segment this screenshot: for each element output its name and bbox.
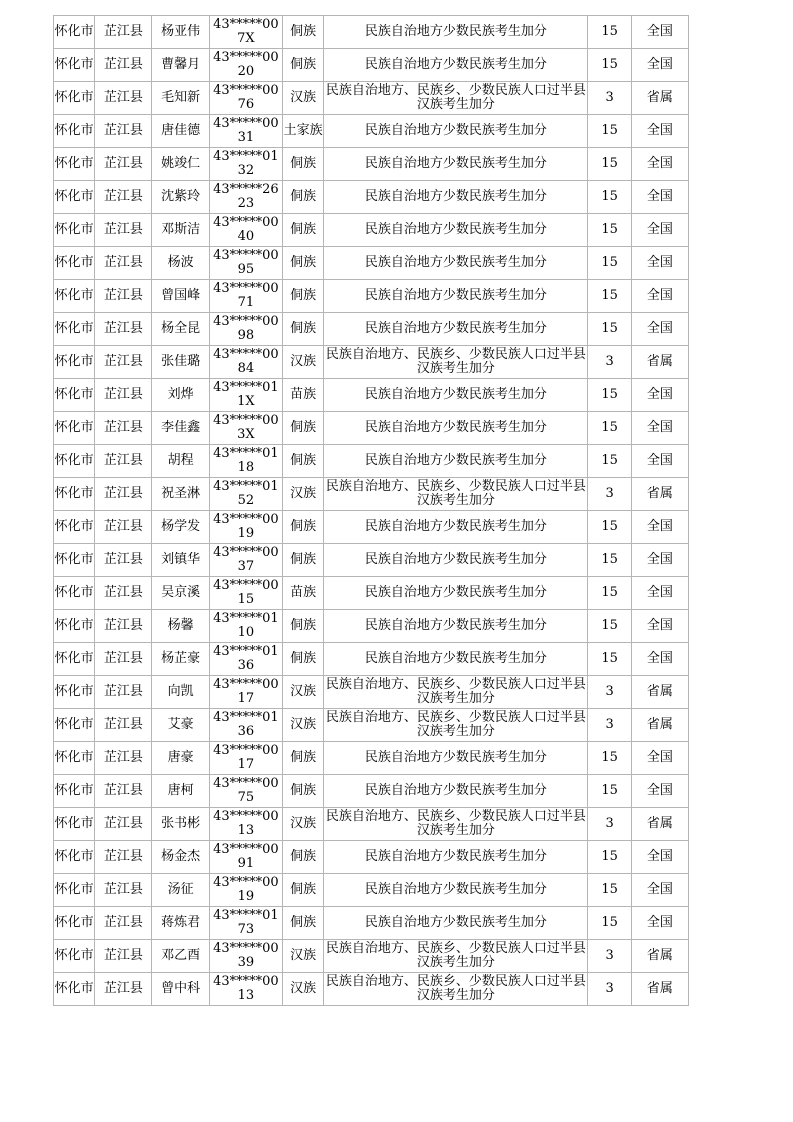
ethnicity-cell: 侗族 — [283, 445, 324, 478]
ethnicity-cell: 侗族 — [283, 412, 324, 445]
bonus-reason-cell: 民族自治地方少数民族考生加分 — [324, 841, 588, 874]
id-number-cell: 43*****0015 — [209, 577, 282, 610]
scope-cell: 全国 — [631, 874, 688, 907]
county-cell: 芷江县 — [95, 313, 152, 346]
bonus-reason-cell: 民族自治地方少数民族考生加分 — [324, 280, 588, 313]
bonus-points-cell: 15 — [588, 643, 631, 676]
ethnicity-cell: 汉族 — [283, 940, 324, 973]
name-cell: 杨学发 — [152, 511, 209, 544]
ethnicity-cell: 苗族 — [283, 379, 324, 412]
county-cell: 芷江县 — [95, 379, 152, 412]
table-row — [54, 577, 689, 610]
scope-cell: 全国 — [631, 115, 688, 148]
id-number-cell: 43*****0031 — [209, 115, 282, 148]
city-cell: 怀化市 — [54, 973, 95, 1006]
bonus-points-cell: 15 — [588, 907, 631, 940]
city-cell: 怀化市 — [54, 874, 95, 907]
bonus-points-cell: 3 — [588, 346, 631, 379]
bonus-points-table — [53, 15, 689, 1006]
bonus-points-cell: 15 — [588, 247, 631, 280]
name-cell: 唐豪 — [152, 742, 209, 775]
name-cell: 杨波 — [152, 247, 209, 280]
city-cell: 怀化市 — [54, 247, 95, 280]
bonus-reason-cell: 民族自治地方少数民族考生加分 — [324, 247, 588, 280]
name-cell: 刘镇华 — [152, 544, 209, 577]
county-cell: 芷江县 — [95, 412, 152, 445]
ethnicity-cell: 侗族 — [283, 49, 324, 82]
bonus-points-cell: 15 — [588, 115, 631, 148]
scope-cell: 省属 — [631, 82, 688, 115]
bonus-points-cell: 3 — [588, 82, 631, 115]
table-row — [54, 544, 689, 577]
county-cell: 芷江县 — [95, 49, 152, 82]
name-cell: 杨金杰 — [152, 841, 209, 874]
bonus-points-cell: 15 — [588, 379, 631, 412]
bonus-points-cell: 15 — [588, 544, 631, 577]
scope-cell: 省属 — [631, 973, 688, 1006]
bonus-points-cell: 15 — [588, 214, 631, 247]
name-cell: 汤征 — [152, 874, 209, 907]
bonus-points-cell: 3 — [588, 940, 631, 973]
bonus-reason-cell: 民族自治地方、民族乡、少数民族人口过半县汉族考生加分 — [324, 478, 588, 511]
ethnicity-cell: 侗族 — [283, 907, 324, 940]
city-cell: 怀化市 — [54, 808, 95, 841]
scope-cell: 省属 — [631, 478, 688, 511]
city-cell: 怀化市 — [54, 775, 95, 808]
id-number-cell: 43*****0118 — [209, 445, 282, 478]
bonus-reason-cell: 民族自治地方少数民族考生加分 — [324, 643, 588, 676]
scope-cell: 全国 — [631, 907, 688, 940]
id-number-cell: 43*****0037 — [209, 544, 282, 577]
bonus-reason-cell: 民族自治地方少数民族考生加分 — [324, 511, 588, 544]
scope-cell: 全国 — [631, 412, 688, 445]
city-cell: 怀化市 — [54, 379, 95, 412]
name-cell: 邓乙酉 — [152, 940, 209, 973]
city-cell: 怀化市 — [54, 280, 95, 313]
scope-cell: 全国 — [631, 511, 688, 544]
ethnicity-cell: 侗族 — [283, 148, 324, 181]
bonus-reason-cell: 民族自治地方、民族乡、少数民族人口过半县汉族考生加分 — [324, 82, 588, 115]
bonus-reason-cell: 民族自治地方少数民族考生加分 — [324, 412, 588, 445]
city-cell: 怀化市 — [54, 82, 95, 115]
table-row — [54, 940, 689, 973]
table-row — [54, 49, 689, 82]
name-cell: 向凯 — [152, 676, 209, 709]
city-cell: 怀化市 — [54, 511, 95, 544]
table-row — [54, 709, 689, 742]
id-number-cell: 43*****0013 — [209, 973, 282, 1006]
name-cell: 毛知新 — [152, 82, 209, 115]
name-cell: 曹馨月 — [152, 49, 209, 82]
scope-cell: 全国 — [631, 214, 688, 247]
id-number-cell: 43*****0017 — [209, 742, 282, 775]
ethnicity-cell: 侗族 — [283, 610, 324, 643]
id-number-cell: 43*****0013 — [209, 808, 282, 841]
bonus-reason-cell: 民族自治地方、民族乡、少数民族人口过半县汉族考生加分 — [324, 808, 588, 841]
county-cell: 芷江县 — [95, 247, 152, 280]
bonus-points-cell: 3 — [588, 709, 631, 742]
id-number-cell: 43*****0017 — [209, 676, 282, 709]
county-cell: 芷江县 — [95, 445, 152, 478]
scope-cell: 省属 — [631, 346, 688, 379]
id-number-cell: 43*****0020 — [209, 49, 282, 82]
bonus-reason-cell: 民族自治地方少数民族考生加分 — [324, 742, 588, 775]
bonus-points-cell: 15 — [588, 577, 631, 610]
id-number-cell: 43*****0084 — [209, 346, 282, 379]
county-cell: 芷江县 — [95, 808, 152, 841]
bonus-reason-cell: 民族自治地方少数民族考生加分 — [324, 313, 588, 346]
ethnicity-cell: 苗族 — [283, 577, 324, 610]
scope-cell: 全国 — [631, 148, 688, 181]
city-cell: 怀化市 — [54, 412, 95, 445]
name-cell: 李佳鑫 — [152, 412, 209, 445]
bonus-points-cell: 15 — [588, 610, 631, 643]
ethnicity-cell: 侗族 — [283, 511, 324, 544]
table-row — [54, 643, 689, 676]
ethnicity-cell: 土家族 — [283, 115, 324, 148]
ethnicity-cell: 汉族 — [283, 709, 324, 742]
table-row — [54, 412, 689, 445]
county-cell: 芷江县 — [95, 148, 152, 181]
table-row — [54, 610, 689, 643]
name-cell: 艾豪 — [152, 709, 209, 742]
city-cell: 怀化市 — [54, 577, 95, 610]
id-number-cell: 43*****0091 — [209, 841, 282, 874]
county-cell: 芷江县 — [95, 544, 152, 577]
bonus-reason-cell: 民族自治地方少数民族考生加分 — [324, 16, 588, 49]
bonus-reason-cell: 民族自治地方少数民族考生加分 — [324, 379, 588, 412]
ethnicity-cell: 侗族 — [283, 874, 324, 907]
table-row — [54, 445, 689, 478]
county-cell: 芷江县 — [95, 676, 152, 709]
county-cell: 芷江县 — [95, 115, 152, 148]
id-number-cell: 43*****003X — [209, 412, 282, 445]
bonus-points-cell: 15 — [588, 181, 631, 214]
bonus-points-cell: 3 — [588, 676, 631, 709]
id-number-cell: 43*****0110 — [209, 610, 282, 643]
city-cell: 怀化市 — [54, 544, 95, 577]
bonus-reason-cell: 民族自治地方少数民族考生加分 — [324, 148, 588, 181]
bonus-points-cell: 15 — [588, 841, 631, 874]
id-number-cell: 43*****0098 — [209, 313, 282, 346]
bonus-points-cell: 15 — [588, 775, 631, 808]
bonus-reason-cell: 民族自治地方少数民族考生加分 — [324, 445, 588, 478]
county-cell: 芷江县 — [95, 82, 152, 115]
city-cell: 怀化市 — [54, 478, 95, 511]
name-cell: 张佳璐 — [152, 346, 209, 379]
scope-cell: 全国 — [631, 775, 688, 808]
table-row — [54, 379, 689, 412]
table-row — [54, 808, 689, 841]
name-cell: 祝圣淋 — [152, 478, 209, 511]
table-row — [54, 247, 689, 280]
scope-cell: 省属 — [631, 676, 688, 709]
table-row — [54, 214, 689, 247]
id-number-cell: 43*****0076 — [209, 82, 282, 115]
table-row — [54, 148, 689, 181]
ethnicity-cell: 汉族 — [283, 346, 324, 379]
scope-cell: 全国 — [631, 49, 688, 82]
name-cell: 唐佳德 — [152, 115, 209, 148]
table-row — [54, 907, 689, 940]
table-row — [54, 676, 689, 709]
bonus-points-cell: 15 — [588, 445, 631, 478]
table-row — [54, 115, 689, 148]
ethnicity-cell: 侗族 — [283, 214, 324, 247]
scope-cell: 全国 — [631, 643, 688, 676]
county-cell: 芷江县 — [95, 478, 152, 511]
city-cell: 怀化市 — [54, 907, 95, 940]
name-cell: 曾国峰 — [152, 280, 209, 313]
id-number-cell: 43*****0071 — [209, 280, 282, 313]
bonus-reason-cell: 民族自治地方、民族乡、少数民族人口过半县汉族考生加分 — [324, 346, 588, 379]
id-number-cell: 43*****0040 — [209, 214, 282, 247]
ethnicity-cell: 侗族 — [283, 16, 324, 49]
city-cell: 怀化市 — [54, 841, 95, 874]
table-row — [54, 82, 689, 115]
table-row — [54, 973, 689, 1006]
city-cell: 怀化市 — [54, 940, 95, 973]
bonus-reason-cell: 民族自治地方少数民族考生加分 — [324, 775, 588, 808]
table-row — [54, 742, 689, 775]
table-row — [54, 280, 689, 313]
scope-cell: 全国 — [631, 841, 688, 874]
city-cell: 怀化市 — [54, 346, 95, 379]
county-cell: 芷江县 — [95, 16, 152, 49]
bonus-reason-cell: 民族自治地方少数民族考生加分 — [324, 181, 588, 214]
id-number-cell: 43*****0075 — [209, 775, 282, 808]
county-cell: 芷江县 — [95, 940, 152, 973]
city-cell: 怀化市 — [54, 445, 95, 478]
scope-cell: 全国 — [631, 379, 688, 412]
scope-cell: 全国 — [631, 181, 688, 214]
table-row — [54, 181, 689, 214]
scope-cell: 全国 — [631, 313, 688, 346]
table-row — [54, 775, 689, 808]
city-cell: 怀化市 — [54, 16, 95, 49]
city-cell: 怀化市 — [54, 313, 95, 346]
city-cell: 怀化市 — [54, 676, 95, 709]
table-row — [54, 478, 689, 511]
city-cell: 怀化市 — [54, 181, 95, 214]
ethnicity-cell: 侗族 — [283, 313, 324, 346]
bonus-points-cell: 3 — [588, 478, 631, 511]
ethnicity-cell: 侗族 — [283, 181, 324, 214]
name-cell: 杨亚伟 — [152, 16, 209, 49]
bonus-reason-cell: 民族自治地方少数民族考生加分 — [324, 544, 588, 577]
ethnicity-cell: 侗族 — [283, 775, 324, 808]
county-cell: 芷江县 — [95, 214, 152, 247]
table-body — [54, 16, 689, 1006]
table-row — [54, 313, 689, 346]
ethnicity-cell: 侗族 — [283, 247, 324, 280]
table-row — [54, 874, 689, 907]
bonus-reason-cell: 民族自治地方少数民族考生加分 — [324, 49, 588, 82]
id-number-cell: 43*****0019 — [209, 511, 282, 544]
bonus-points-cell: 15 — [588, 49, 631, 82]
scope-cell: 全国 — [631, 577, 688, 610]
bonus-reason-cell: 民族自治地方少数民族考生加分 — [324, 577, 588, 610]
county-cell: 芷江县 — [95, 577, 152, 610]
scope-cell: 全国 — [631, 742, 688, 775]
county-cell: 芷江县 — [95, 907, 152, 940]
id-number-cell: 43*****0132 — [209, 148, 282, 181]
ethnicity-cell: 侗族 — [283, 280, 324, 313]
name-cell: 杨芷豪 — [152, 643, 209, 676]
table-row — [54, 511, 689, 544]
bonus-points-cell: 15 — [588, 412, 631, 445]
scope-cell: 省属 — [631, 940, 688, 973]
ethnicity-cell: 侗族 — [283, 841, 324, 874]
scope-cell: 全国 — [631, 445, 688, 478]
name-cell: 杨馨 — [152, 610, 209, 643]
table-row — [54, 346, 689, 379]
scope-cell: 全国 — [631, 247, 688, 280]
ethnicity-cell: 汉族 — [283, 808, 324, 841]
bonus-reason-cell: 民族自治地方、民族乡、少数民族人口过半县汉族考生加分 — [324, 973, 588, 1006]
scope-cell: 全国 — [631, 544, 688, 577]
county-cell: 芷江县 — [95, 742, 152, 775]
county-cell: 芷江县 — [95, 973, 152, 1006]
city-cell: 怀化市 — [54, 214, 95, 247]
id-number-cell: 43*****0152 — [209, 478, 282, 511]
county-cell: 芷江县 — [95, 610, 152, 643]
city-cell: 怀化市 — [54, 742, 95, 775]
county-cell: 芷江县 — [95, 181, 152, 214]
bonus-points-cell: 15 — [588, 874, 631, 907]
county-cell: 芷江县 — [95, 280, 152, 313]
county-cell: 芷江县 — [95, 643, 152, 676]
ethnicity-cell: 侗族 — [283, 544, 324, 577]
bonus-points-cell: 3 — [588, 808, 631, 841]
bonus-points-cell: 15 — [588, 280, 631, 313]
scope-cell: 全国 — [631, 610, 688, 643]
bonus-reason-cell: 民族自治地方、民族乡、少数民族人口过半县汉族考生加分 — [324, 709, 588, 742]
bonus-reason-cell: 民族自治地方少数民族考生加分 — [324, 115, 588, 148]
id-number-cell: 43*****007X — [209, 16, 282, 49]
id-number-cell: 43*****0095 — [209, 247, 282, 280]
county-cell: 芷江县 — [95, 709, 152, 742]
bonus-points-cell: 3 — [588, 973, 631, 1006]
bonus-points-cell: 15 — [588, 148, 631, 181]
city-cell: 怀化市 — [54, 709, 95, 742]
bonus-points-cell: 15 — [588, 511, 631, 544]
city-cell: 怀化市 — [54, 115, 95, 148]
ethnicity-cell: 汉族 — [283, 973, 324, 1006]
name-cell: 杨全昆 — [152, 313, 209, 346]
id-number-cell: 43*****0039 — [209, 940, 282, 973]
scope-cell: 省属 — [631, 709, 688, 742]
city-cell: 怀化市 — [54, 49, 95, 82]
ethnicity-cell: 侗族 — [283, 742, 324, 775]
bonus-reason-cell: 民族自治地方少数民族考生加分 — [324, 874, 588, 907]
county-cell: 芷江县 — [95, 841, 152, 874]
county-cell: 芷江县 — [95, 874, 152, 907]
table-row — [54, 841, 689, 874]
bonus-reason-cell: 民族自治地方、民族乡、少数民族人口过半县汉族考生加分 — [324, 676, 588, 709]
county-cell: 芷江县 — [95, 346, 152, 379]
name-cell: 曾中科 — [152, 973, 209, 1006]
county-cell: 芷江县 — [95, 511, 152, 544]
bonus-points-cell: 15 — [588, 16, 631, 49]
bonus-points-cell: 15 — [588, 742, 631, 775]
name-cell: 唐柯 — [152, 775, 209, 808]
bonus-reason-cell: 民族自治地方、民族乡、少数民族人口过半县汉族考生加分 — [324, 940, 588, 973]
name-cell: 张书彬 — [152, 808, 209, 841]
ethnicity-cell: 汉族 — [283, 82, 324, 115]
ethnicity-cell: 侗族 — [283, 643, 324, 676]
ethnicity-cell: 汉族 — [283, 478, 324, 511]
scope-cell: 省属 — [631, 808, 688, 841]
name-cell: 邓斯洁 — [152, 214, 209, 247]
scope-cell: 全国 — [631, 280, 688, 313]
county-cell: 芷江县 — [95, 775, 152, 808]
name-cell: 胡程 — [152, 445, 209, 478]
scope-cell: 全国 — [631, 16, 688, 49]
ethnicity-cell: 汉族 — [283, 676, 324, 709]
name-cell: 刘烨 — [152, 379, 209, 412]
city-cell: 怀化市 — [54, 643, 95, 676]
name-cell: 沈紫玲 — [152, 181, 209, 214]
id-number-cell: 43*****2623 — [209, 181, 282, 214]
city-cell: 怀化市 — [54, 148, 95, 181]
bonus-reason-cell: 民族自治地方少数民族考生加分 — [324, 214, 588, 247]
id-number-cell: 43*****0136 — [209, 643, 282, 676]
city-cell: 怀化市 — [54, 610, 95, 643]
bonus-reason-cell: 民族自治地方少数民族考生加分 — [324, 907, 588, 940]
id-number-cell: 43*****0173 — [209, 907, 282, 940]
name-cell: 蒋炼君 — [152, 907, 209, 940]
table-row — [54, 16, 689, 49]
name-cell: 姚竣仁 — [152, 148, 209, 181]
name-cell: 吴京溪 — [152, 577, 209, 610]
bonus-points-cell: 15 — [588, 313, 631, 346]
id-number-cell: 43*****011X — [209, 379, 282, 412]
id-number-cell: 43*****0136 — [209, 709, 282, 742]
bonus-reason-cell: 民族自治地方少数民族考生加分 — [324, 610, 588, 643]
id-number-cell: 43*****0019 — [209, 874, 282, 907]
